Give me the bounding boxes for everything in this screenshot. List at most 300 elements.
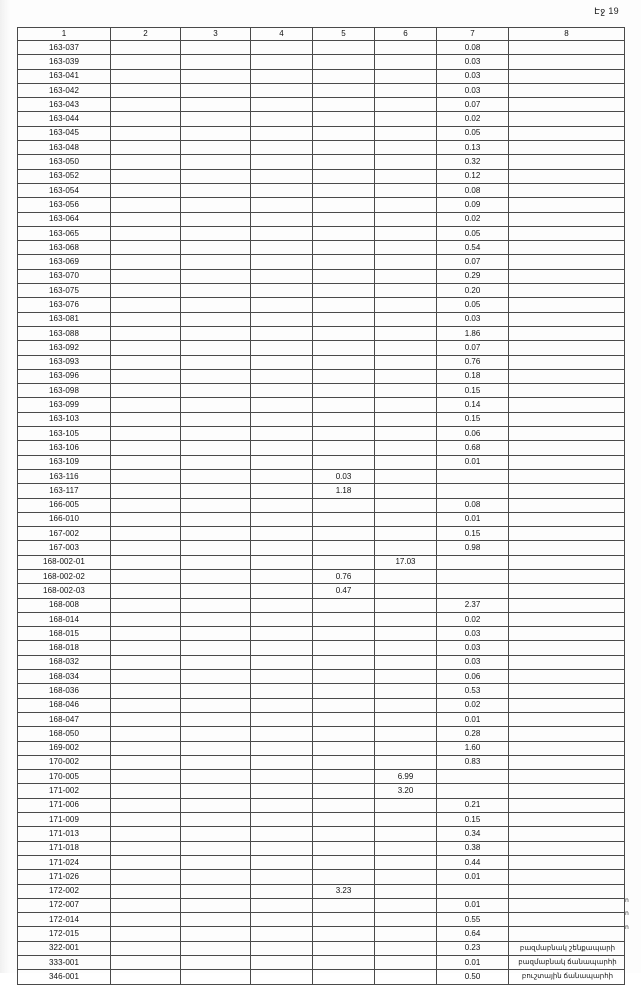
row-value-cell-5: [313, 169, 375, 183]
row-value-cell-3: [181, 312, 251, 326]
row-value-cell-3: [181, 498, 251, 512]
row-value-cell-7: 0.29: [437, 269, 509, 283]
row-code-cell: 163-068: [18, 241, 111, 255]
row-note-cell: [509, 326, 625, 340]
row-note-cell: [509, 627, 625, 641]
row-value-cell-2: [111, 183, 181, 197]
row-value-cell-2: [111, 527, 181, 541]
row-note-cell: [509, 555, 625, 569]
row-value-cell-4: [251, 898, 313, 912]
row-note-cell: [509, 541, 625, 555]
row-value-cell-7: 0.98: [437, 541, 509, 555]
row-value-cell-7: 0.15: [437, 412, 509, 426]
row-value-cell-2: [111, 155, 181, 169]
row-value-cell-6: [375, 727, 437, 741]
row-value-cell-7: [437, 484, 509, 498]
row-code-cell: 171-026: [18, 870, 111, 884]
row-value-cell-4: [251, 241, 313, 255]
row-value-cell-2: [111, 898, 181, 912]
row-value-cell-5: 3.23: [313, 884, 375, 898]
row-value-cell-3: [181, 898, 251, 912]
row-note-cell: [509, 155, 625, 169]
row-value-cell-5: [313, 855, 375, 869]
row-value-cell-7: [437, 584, 509, 598]
row-value-cell-6: [375, 341, 437, 355]
row-value-cell-3: [181, 41, 251, 55]
row-value-cell-3: [181, 855, 251, 869]
row-value-cell-2: [111, 269, 181, 283]
row-value-cell-5: [313, 41, 375, 55]
row-value-cell-7: 0.15: [437, 527, 509, 541]
data-table-container: [17, 27, 624, 985]
row-value-cell-6: [375, 670, 437, 684]
row-note-cell: [509, 298, 625, 312]
row-value-cell-2: [111, 884, 181, 898]
row-value-cell-3: [181, 69, 251, 83]
row-value-cell-4: [251, 212, 313, 226]
row-value-cell-2: [111, 169, 181, 183]
table-row: [18, 641, 625, 655]
row-value-cell-2: [111, 312, 181, 326]
row-value-cell-5: [313, 455, 375, 469]
row-code-cell: 171-009: [18, 813, 111, 827]
table-row: [18, 212, 625, 226]
row-code-cell: 166-010: [18, 512, 111, 526]
row-value-cell-7: 0.08: [437, 41, 509, 55]
table-row: [18, 884, 625, 898]
table-row: [18, 183, 625, 197]
row-value-cell-3: [181, 469, 251, 483]
row-value-cell-6: [375, 355, 437, 369]
row-value-cell-5: 0.76: [313, 569, 375, 583]
row-value-cell-2: [111, 212, 181, 226]
row-value-cell-6: [375, 441, 437, 455]
row-value-cell-6: [375, 469, 437, 483]
row-note-cell: [509, 870, 625, 884]
row-value-cell-6: [375, 541, 437, 555]
data-table: [17, 27, 625, 985]
table-row: [18, 484, 625, 498]
row-value-cell-7: 0.03: [437, 655, 509, 669]
table-row: [18, 569, 625, 583]
row-value-cell-6: [375, 226, 437, 240]
row-value-cell-4: [251, 412, 313, 426]
row-value-cell-2: [111, 284, 181, 298]
table-row: [18, 469, 625, 483]
table-row: [18, 112, 625, 126]
row-value-cell-7: 0.50: [437, 970, 509, 984]
row-value-cell-2: [111, 770, 181, 784]
row-note-cell: [509, 369, 625, 383]
table-row: [18, 612, 625, 626]
row-note-cell: [509, 183, 625, 197]
row-value-cell-5: [313, 355, 375, 369]
row-value-cell-6: [375, 198, 437, 212]
row-value-cell-6: [375, 98, 437, 112]
table-row: [18, 527, 625, 541]
row-value-cell-7: 0.03: [437, 83, 509, 97]
row-value-cell-5: [313, 555, 375, 569]
row-note-cell: [509, 198, 625, 212]
row-note-cell: [509, 584, 625, 598]
row-value-cell-5: [313, 727, 375, 741]
row-code-cell: 166-005: [18, 498, 111, 512]
row-value-cell-7: 0.20: [437, 284, 509, 298]
row-value-cell-4: [251, 698, 313, 712]
row-value-cell-4: [251, 841, 313, 855]
row-value-cell-5: [313, 112, 375, 126]
row-value-cell-6: [375, 884, 437, 898]
row-value-cell-2: [111, 841, 181, 855]
table-row: [18, 927, 625, 941]
row-value-cell-2: [111, 98, 181, 112]
row-note-cell: [509, 141, 625, 155]
row-value-cell-3: [181, 169, 251, 183]
row-value-cell-4: [251, 798, 313, 812]
row-value-cell-5: [313, 541, 375, 555]
row-code-cell: 163-043: [18, 98, 111, 112]
row-value-cell-6: [375, 569, 437, 583]
row-value-cell-6: [375, 141, 437, 155]
row-note-cell: [509, 884, 625, 898]
row-code-cell: 170-002: [18, 755, 111, 769]
row-code-cell: 163-048: [18, 141, 111, 155]
row-value-cell-3: [181, 627, 251, 641]
table-row: [18, 427, 625, 441]
row-value-cell-7: 0.15: [437, 813, 509, 827]
row-code-cell: 168-014: [18, 612, 111, 626]
row-value-cell-7: 0.76: [437, 355, 509, 369]
row-value-cell-3: [181, 541, 251, 555]
row-value-cell-7: 1.60: [437, 741, 509, 755]
row-value-cell-2: [111, 369, 181, 383]
row-value-cell-7: 0.02: [437, 112, 509, 126]
row-value-cell-5: [313, 498, 375, 512]
row-value-cell-6: [375, 298, 437, 312]
row-value-cell-6: [375, 913, 437, 927]
row-value-cell-2: [111, 813, 181, 827]
row-value-cell-5: [313, 255, 375, 269]
row-note-cell: [509, 255, 625, 269]
row-value-cell-5: [313, 527, 375, 541]
row-value-cell-2: [111, 341, 181, 355]
row-value-cell-4: [251, 684, 313, 698]
row-value-cell-6: [375, 55, 437, 69]
row-value-cell-3: [181, 555, 251, 569]
row-value-cell-2: [111, 126, 181, 140]
row-value-cell-6: [375, 627, 437, 641]
row-value-cell-5: [313, 55, 375, 69]
row-note-cell: [509, 841, 625, 855]
row-code-cell: 163-065: [18, 226, 111, 240]
row-value-cell-4: [251, 455, 313, 469]
row-value-cell-3: [181, 341, 251, 355]
column-header-4: 4: [251, 28, 313, 41]
row-code-cell: 172-007: [18, 898, 111, 912]
row-value-cell-3: [181, 398, 251, 412]
table-row: [18, 41, 625, 55]
row-value-cell-4: [251, 770, 313, 784]
row-value-cell-2: [111, 455, 181, 469]
row-value-cell-7: 0.21: [437, 798, 509, 812]
row-value-cell-7: [437, 555, 509, 569]
row-value-cell-2: [111, 469, 181, 483]
page-number-label: Էջ 19: [594, 6, 619, 16]
row-value-cell-5: [313, 284, 375, 298]
row-value-cell-2: [111, 627, 181, 641]
row-value-cell-2: [111, 412, 181, 426]
row-note-cell: [509, 212, 625, 226]
row-value-cell-6: [375, 898, 437, 912]
row-value-cell-6: [375, 813, 437, 827]
row-note-cell: [509, 441, 625, 455]
row-value-cell-4: [251, 627, 313, 641]
column-header-1: 1: [18, 28, 111, 41]
row-value-cell-5: [313, 670, 375, 684]
row-value-cell-3: [181, 727, 251, 741]
table-row: [18, 770, 625, 784]
row-value-cell-3: [181, 198, 251, 212]
row-value-cell-7: 0.14: [437, 398, 509, 412]
row-value-cell-2: [111, 598, 181, 612]
column-header-2: 2: [111, 28, 181, 41]
row-note-cell: [509, 98, 625, 112]
row-value-cell-5: [313, 226, 375, 240]
table-row: [18, 384, 625, 398]
table-header-row: [18, 28, 625, 41]
row-value-cell-7: 0.38: [437, 841, 509, 855]
row-value-cell-6: [375, 698, 437, 712]
row-note-cell: [509, 898, 625, 912]
row-code-cell: 172-015: [18, 927, 111, 941]
row-value-cell-6: [375, 112, 437, 126]
row-value-cell-5: [313, 927, 375, 941]
row-value-cell-3: [181, 412, 251, 426]
row-code-cell: 168-032: [18, 655, 111, 669]
row-code-cell: 163-044: [18, 112, 111, 126]
row-value-cell-3: [181, 684, 251, 698]
row-value-cell-2: [111, 555, 181, 569]
row-value-cell-2: [111, 55, 181, 69]
row-code-cell: 171-018: [18, 841, 111, 855]
row-value-cell-6: [375, 755, 437, 769]
table-row: [18, 841, 625, 855]
row-code-cell: 163-081: [18, 312, 111, 326]
row-value-cell-2: [111, 512, 181, 526]
row-code-cell: 163-099: [18, 398, 111, 412]
row-value-cell-7: 0.03: [437, 312, 509, 326]
row-value-cell-3: [181, 284, 251, 298]
row-value-cell-2: [111, 655, 181, 669]
table-row: [18, 655, 625, 669]
row-value-cell-3: [181, 241, 251, 255]
row-value-cell-5: [313, 827, 375, 841]
table-body: [18, 41, 625, 985]
row-note-cell: [509, 698, 625, 712]
row-code-cell: 163-106: [18, 441, 111, 455]
table-row: [18, 412, 625, 426]
table-row: [18, 441, 625, 455]
row-value-cell-5: [313, 956, 375, 970]
row-value-cell-2: [111, 612, 181, 626]
row-value-cell-3: [181, 956, 251, 970]
row-value-cell-6: [375, 841, 437, 855]
row-note-cell: [509, 427, 625, 441]
row-value-cell-6: [375, 512, 437, 526]
row-value-cell-6: [375, 83, 437, 97]
row-note-cell: [509, 569, 625, 583]
row-value-cell-2: [111, 913, 181, 927]
table-row: [18, 255, 625, 269]
row-note-cell: [509, 941, 625, 955]
table-row: [18, 870, 625, 884]
row-value-cell-7: 0.01: [437, 512, 509, 526]
row-value-cell-3: [181, 141, 251, 155]
row-value-cell-4: [251, 98, 313, 112]
row-value-cell-7: 0.18: [437, 369, 509, 383]
row-value-cell-4: [251, 469, 313, 483]
row-note-cell: [509, 527, 625, 541]
row-value-cell-4: [251, 655, 313, 669]
row-value-cell-3: [181, 670, 251, 684]
row-value-cell-4: [251, 384, 313, 398]
row-value-cell-7: 0.32: [437, 155, 509, 169]
row-value-cell-5: [313, 298, 375, 312]
table-row: [18, 956, 625, 970]
table-row: [18, 55, 625, 69]
table-row: [18, 598, 625, 612]
column-header-7: 7: [437, 28, 509, 41]
row-code-cell: 168-002-01: [18, 555, 111, 569]
row-note-cell: [509, 226, 625, 240]
row-value-cell-4: [251, 69, 313, 83]
row-code-cell: 168-047: [18, 712, 111, 726]
row-value-cell-2: [111, 326, 181, 340]
row-value-cell-2: [111, 741, 181, 755]
row-value-cell-5: [313, 712, 375, 726]
table-row: [18, 541, 625, 555]
row-value-cell-7: 0.02: [437, 612, 509, 626]
row-value-cell-4: [251, 341, 313, 355]
row-value-cell-7: 0.03: [437, 55, 509, 69]
row-value-cell-5: [313, 183, 375, 197]
row-value-cell-6: [375, 941, 437, 955]
row-value-cell-5: [313, 841, 375, 855]
row-code-cell: 171-024: [18, 855, 111, 869]
row-value-cell-5: 0.03: [313, 469, 375, 483]
row-note-cell: [509, 612, 625, 626]
row-value-cell-6: [375, 384, 437, 398]
row-value-cell-3: [181, 512, 251, 526]
row-value-cell-4: [251, 441, 313, 455]
row-value-cell-6: [375, 312, 437, 326]
row-value-cell-6: 17.03: [375, 555, 437, 569]
row-value-cell-5: [313, 970, 375, 984]
table-row: [18, 455, 625, 469]
row-value-cell-4: [251, 956, 313, 970]
row-value-cell-5: [313, 269, 375, 283]
column-header-6: 6: [375, 28, 437, 41]
row-note-cell: [509, 41, 625, 55]
row-value-cell-4: [251, 155, 313, 169]
row-value-cell-6: [375, 326, 437, 340]
row-code-cell: 163-056: [18, 198, 111, 212]
row-value-cell-7: [437, 569, 509, 583]
page-edge-shade: [0, 0, 10, 973]
row-code-cell: 163-045: [18, 126, 111, 140]
row-value-cell-4: [251, 612, 313, 626]
row-code-cell: 170-005: [18, 770, 111, 784]
row-value-cell-7: [437, 469, 509, 483]
row-note-cell: [509, 798, 625, 812]
row-value-cell-6: [375, 970, 437, 984]
row-value-cell-2: [111, 870, 181, 884]
row-note-cell: [509, 770, 625, 784]
row-value-cell-2: [111, 670, 181, 684]
row-value-cell-6: [375, 269, 437, 283]
row-note-cell: [509, 83, 625, 97]
row-value-cell-4: [251, 183, 313, 197]
table-row: [18, 298, 625, 312]
row-value-cell-2: [111, 427, 181, 441]
row-value-cell-2: [111, 755, 181, 769]
row-value-cell-5: [313, 312, 375, 326]
row-code-cell: 169-002: [18, 741, 111, 755]
column-header-3: 3: [181, 28, 251, 41]
row-value-cell-3: [181, 698, 251, 712]
row-value-cell-5: [313, 141, 375, 155]
row-value-cell-7: 0.03: [437, 627, 509, 641]
row-code-cell: 171-002: [18, 784, 111, 798]
row-value-cell-5: [313, 941, 375, 955]
table-row: [18, 627, 625, 641]
row-value-cell-6: [375, 255, 437, 269]
row-value-cell-6: [375, 598, 437, 612]
row-value-cell-4: [251, 269, 313, 283]
row-code-cell: 163-041: [18, 69, 111, 83]
row-value-cell-5: [313, 384, 375, 398]
row-code-cell: 168-046: [18, 698, 111, 712]
row-value-cell-2: [111, 398, 181, 412]
row-value-cell-5: [313, 341, 375, 355]
row-code-cell: 163-092: [18, 341, 111, 355]
table-row: [18, 284, 625, 298]
row-value-cell-2: [111, 784, 181, 798]
row-code-cell: 322-001: [18, 941, 111, 955]
row-value-cell-4: [251, 427, 313, 441]
row-value-cell-3: [181, 255, 251, 269]
row-value-cell-3: [181, 612, 251, 626]
row-code-cell: 163-076: [18, 298, 111, 312]
row-code-cell: 163-075: [18, 284, 111, 298]
row-value-cell-6: [375, 641, 437, 655]
row-value-cell-4: [251, 927, 313, 941]
row-value-cell-3: [181, 841, 251, 855]
row-note-cell: [509, 169, 625, 183]
row-value-cell-4: [251, 498, 313, 512]
row-value-cell-7: 0.07: [437, 341, 509, 355]
row-value-cell-6: [375, 369, 437, 383]
row-code-cell: 168-036: [18, 684, 111, 698]
table-row: [18, 584, 625, 598]
row-value-cell-2: [111, 384, 181, 398]
row-value-cell-3: [181, 155, 251, 169]
row-code-cell: 163-069: [18, 255, 111, 269]
row-value-cell-7: 1.86: [437, 326, 509, 340]
row-code-cell: 168-008: [18, 598, 111, 612]
note-text: բազմաբնակ շենքապարի: [519, 944, 616, 952]
row-code-cell: 168-034: [18, 670, 111, 684]
